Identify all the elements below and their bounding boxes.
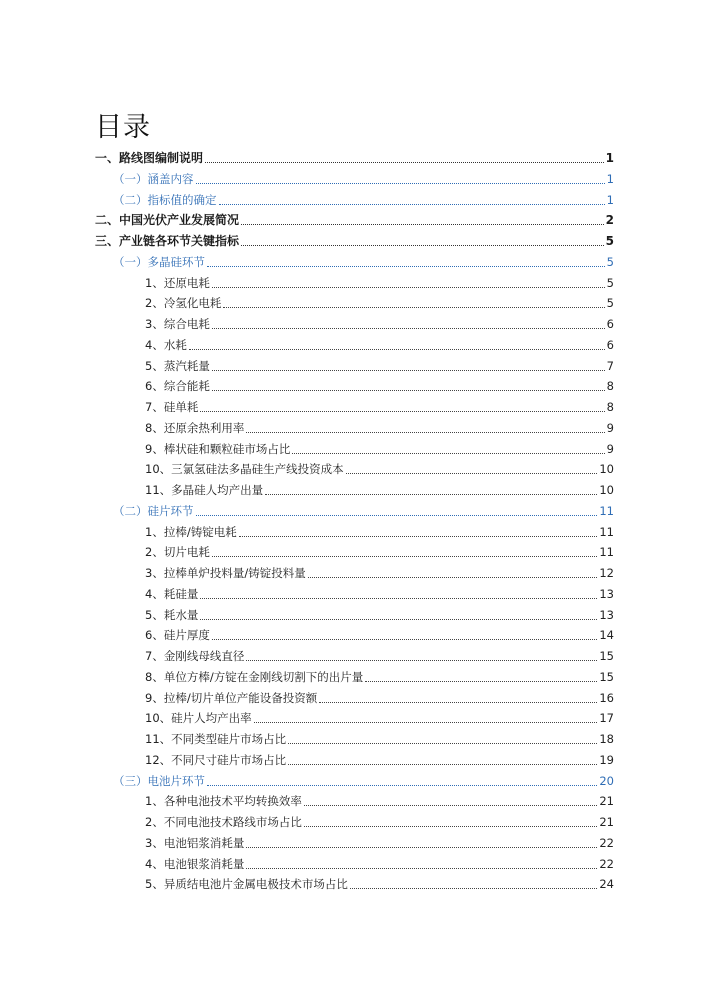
toc-entry[interactable]: [95, 231, 614, 249]
dot-leader: [346, 472, 598, 474]
toc-entry-label: 二、中国光伏产业发展简况: [95, 213, 240, 228]
toc-entry-page-number: 20: [599, 773, 614, 788]
toc-entry-page-number: 15: [599, 649, 614, 663]
toc-entry-page-number: 18: [599, 732, 614, 746]
toc-entry-page-number: 2: [605, 213, 614, 228]
toc-entry[interactable]: [95, 148, 614, 166]
toc-entry[interactable]: [145, 459, 614, 477]
toc-entry[interactable]: [145, 750, 614, 768]
toc-entry-page-number: 5: [606, 254, 614, 269]
dot-leader: [212, 555, 598, 557]
dot-leader: [200, 410, 604, 412]
dot-leader: [207, 265, 605, 267]
toc-entry-page-number: 5: [606, 275, 614, 290]
toc-entry-label: 12、不同尺寸硅片市场占比: [145, 752, 287, 767]
toc-entry[interactable]: [145, 605, 614, 623]
toc-entry-page-number: 22: [599, 856, 614, 871]
toc-entry[interactable]: [145, 314, 614, 332]
dot-leader: [246, 846, 597, 848]
toc-entry-page-number: 1: [606, 171, 614, 186]
toc-entry[interactable]: [145, 688, 614, 706]
toc-entry[interactable]: [145, 563, 614, 581]
toc-entry-page-number: 10: [599, 483, 614, 497]
toc-entry-label: 8、单位方棒/方锭在金刚线切割下的出片量: [145, 669, 364, 684]
dot-leader: [241, 244, 604, 246]
dot-leader: [205, 161, 604, 163]
toc-entry-page-number: 21: [599, 815, 614, 829]
toc-entry[interactable]: [145, 854, 614, 872]
toc-entry-page-number: 6: [606, 337, 614, 352]
toc-entry-label: （一）多晶硅环节: [113, 254, 205, 269]
dot-leader: [350, 887, 598, 889]
toc-entry[interactable]: [145, 625, 614, 643]
toc-entry[interactable]: [145, 791, 614, 809]
toc-entry-label: 10、三氯氢硅法多晶硅生产线投资成本: [145, 462, 344, 477]
dot-leader: [212, 369, 605, 371]
toc-entry-label: 9、棒状硅和颗粒硅市场占比: [145, 441, 291, 456]
toc-entry[interactable]: [145, 397, 614, 415]
dot-leader: [288, 763, 597, 765]
toc-entry-label: 10、硅片人均产出率: [145, 711, 252, 726]
toc-entry[interactable]: [145, 418, 614, 436]
toc-entry-page-number: 15: [599, 669, 614, 684]
toc-entry[interactable]: [145, 646, 614, 664]
toc-entry[interactable]: [145, 376, 614, 394]
dot-leader: [292, 452, 604, 454]
toc-entry-page-number: 11: [599, 503, 614, 518]
dot-leader: [319, 701, 597, 703]
toc-entry-label: （二）硅片环节: [113, 503, 194, 518]
toc-entry-page-number: 5: [606, 296, 614, 311]
toc-entry[interactable]: [145, 522, 614, 540]
toc-entry-label: 11、多晶硅人均产出量: [145, 483, 264, 497]
toc-entry-page-number: 13: [599, 586, 614, 601]
toc-entry-label: 5、蒸汽耗量: [145, 358, 210, 373]
toc-entry-page-number: 8: [606, 379, 614, 394]
toc-entry-label: 4、耗硅量: [145, 586, 199, 601]
toc-entry-label: 5、耗水量: [145, 607, 199, 622]
dot-leader: [304, 804, 598, 806]
toc-entry-label: 8、还原余热利用率: [145, 420, 245, 435]
toc-entry-page-number: 19: [599, 752, 614, 767]
toc-entry-page-number: 24: [599, 877, 614, 892]
toc-entry-page-number: 13: [599, 607, 614, 622]
toc-entry-page-number: 10: [599, 462, 614, 477]
toc-entry-label: 7、硅单耗: [145, 400, 199, 414]
dot-leader: [265, 493, 597, 495]
toc-entry-page-number: 1: [606, 192, 614, 207]
toc-entry[interactable]: [95, 210, 614, 228]
toc-entry-label: （三）电池片环节: [113, 773, 205, 788]
toc-entry-label: 3、电池铝浆消耗量: [145, 835, 245, 850]
dot-leader: [212, 286, 605, 288]
toc-entry[interactable]: [145, 293, 614, 311]
toc-entry[interactable]: [113, 771, 614, 789]
dot-leader: [200, 597, 597, 599]
toc-entry-label: 11、不同类型硅片市场占比: [145, 732, 287, 746]
toc-entry-page-number: 12: [599, 566, 614, 580]
toc-title: 目录: [95, 112, 151, 143]
toc-entry[interactable]: [113, 190, 614, 208]
dot-leader: [212, 638, 598, 640]
toc-entry-page-number: 9: [606, 420, 614, 435]
toc-entry-page-number: 7: [606, 358, 614, 373]
toc-entry-page-number: 9: [606, 441, 614, 456]
toc-entry-label: 2、冷氢化电耗: [145, 296, 222, 311]
dot-leader: [246, 431, 604, 433]
toc-entry[interactable]: [145, 874, 614, 892]
dot-leader: [304, 825, 598, 827]
toc-entry[interactable]: [113, 169, 614, 187]
toc-entry-page-number: 1: [605, 151, 614, 165]
toc-entry-label: 1、拉棒/铸锭电耗: [145, 524, 237, 539]
toc-entry-page-number: 21: [599, 794, 614, 809]
toc-entry-label: 2、切片电耗: [145, 545, 210, 560]
toc-entry-label: 6、综合能耗: [145, 379, 210, 394]
toc-entry-label: 2、不同电池技术路线市场占比: [145, 815, 302, 829]
toc-entry[interactable]: [145, 584, 614, 602]
dot-leader: [196, 182, 605, 184]
dot-leader: [241, 223, 604, 225]
dot-leader: [200, 618, 597, 620]
dot-leader: [246, 867, 597, 869]
toc-entry[interactable]: [145, 439, 614, 457]
toc-entry-page-number: 16: [599, 690, 614, 705]
dot-leader: [246, 659, 597, 661]
toc-entry[interactable]: [145, 273, 614, 291]
toc-entry-label: 3、综合电耗: [145, 317, 210, 331]
dot-leader: [207, 784, 597, 786]
toc-entry-page-number: 5: [605, 234, 614, 248]
dot-leader: [239, 535, 598, 537]
dot-leader: [308, 576, 598, 578]
toc-entry-label: 1、各种电池技术平均转换效率: [145, 794, 302, 809]
dot-leader: [219, 203, 605, 205]
toc-entry[interactable]: [145, 542, 614, 560]
toc-entry[interactable]: [145, 335, 614, 353]
toc-entry[interactable]: [145, 480, 614, 498]
toc-entry[interactable]: [113, 501, 614, 519]
toc-entry-label: 9、拉棒/切片单位产能设备投资额: [145, 690, 318, 705]
toc-entry-label: 3、拉棒单炉投料量/铸锭投料量: [145, 566, 306, 580]
dot-leader: [254, 721, 598, 723]
toc-entry[interactable]: [113, 252, 614, 270]
dot-leader: [365, 680, 597, 682]
dot-leader: [196, 514, 598, 516]
toc-entry-label: 一、路线图编制说明: [95, 151, 204, 165]
toc-entry[interactable]: [145, 667, 614, 685]
toc-entry-page-number: 14: [599, 628, 614, 643]
toc-entry[interactable]: [145, 812, 614, 830]
toc-entry[interactable]: [145, 356, 614, 374]
dot-leader: [223, 306, 604, 308]
dot-leader: [288, 742, 597, 744]
dot-leader: [212, 389, 605, 391]
toc-entry-page-number: 17: [599, 711, 614, 726]
toc-entry-label: 4、水耗: [145, 337, 187, 352]
toc-entry-label: 三、产业链各环节关键指标: [95, 234, 240, 248]
toc-entry-page-number: 11: [599, 524, 614, 539]
toc-entry-label: 4、电池银浆消耗量: [145, 856, 245, 871]
toc-entry-label: 6、硅片厚度: [145, 628, 210, 643]
toc-entry-label: （二）指标值的确定: [113, 192, 217, 207]
toc-entry-page-number: 6: [606, 317, 614, 331]
toc-entry-label: 5、异质结电池片金属电极技术市场占比: [145, 877, 348, 892]
dot-leader: [189, 348, 605, 350]
toc-entry[interactable]: [145, 729, 614, 747]
dot-leader: [212, 327, 605, 329]
toc-entry[interactable]: [145, 708, 614, 726]
toc-entry-page-number: 8: [606, 400, 614, 414]
toc-entry-page-number: 22: [599, 835, 614, 850]
toc-entry-page-number: 11: [599, 545, 614, 560]
toc-entry-label: 1、还原电耗: [145, 275, 210, 290]
toc-entry-label: （一）涵盖内容: [113, 171, 194, 186]
toc-entry-label: 7、金刚线母线直径: [145, 649, 245, 663]
toc-entry[interactable]: [145, 833, 614, 851]
